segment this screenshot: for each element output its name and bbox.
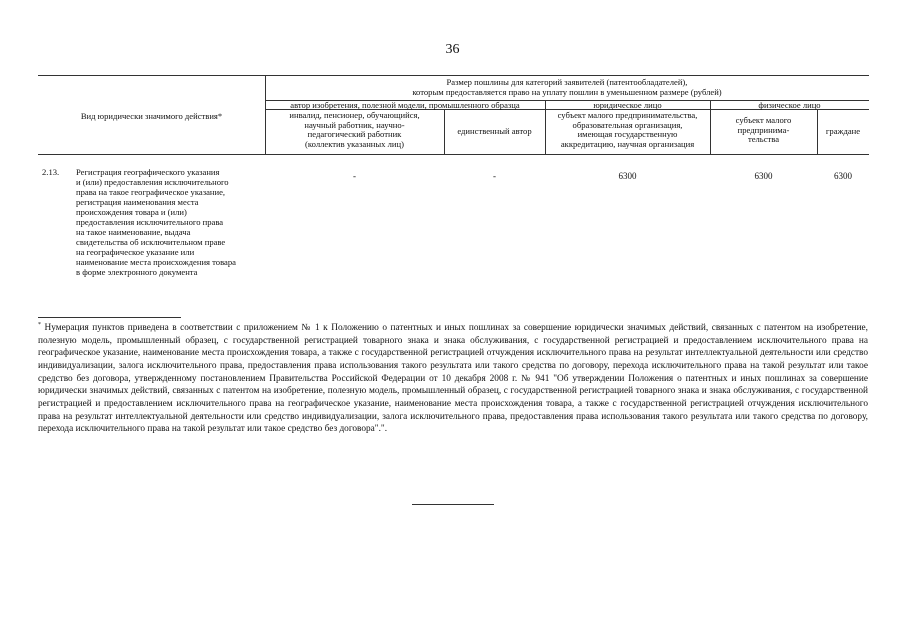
row-desc-line: Регистрация географического указания <box>76 167 220 177</box>
footnote-closing: ". <box>380 424 388 435</box>
end-of-document-line <box>412 504 494 505</box>
subheader-invalid <box>265 111 444 150</box>
row-desc-line: наименование места происхождения товара <box>76 256 236 267</box>
subheader-sole-author: единственный автор <box>457 126 532 136</box>
footnote-body: Нумерация пунктов приведена в соответствии с приложением № 1 к Положению о патентных и иных пошлинах за совершение юридически значимых действий, связанных с патентом на изобретение, полезную модель, промышленный образец, с государственной регистрацией товарного знака и знака обслуживания, с государственной регистрацией и предоставлением исключительного права на географическое указание, наименование места происхождения товара, а также с государственной регистрацией отчуждения исключительного права на результат интеллектуальной деятельности или средство индивидуализации, залога исключительного права, предоставления права использования такого результата или такого средства по договору, перехода исключительного права на такой результат или такое средство без договора, утвержденному постановлением Правительства Российской Федерации от 10 декабря 2008 г. № 941 "Об утверждении Положения о патентных и иных пошлинах за совершение юридически значимых действий, связанных с патентом на изобретение, полезную модель, промышленный образец, с государственной регистрацией товарного знака и знака обслуживания, с государственной регистрацией и предоставлением исключительного права на географическое указание, наименование места происхождения товара, а также с государственной регистрацией отчуждения исключительного права на результат интеллектуальной деятельности или средство индивидуализации, залога исключительного права, предоставления права использования такого результата или такого средства по договору, перехода исключительного права на такой результат или такое средство без договора". <box>38 323 868 435</box>
row-desc-line: на географическое указание или <box>76 246 195 257</box>
subheader-invalid-line1: инвалид, пенсионер, обучающийся, <box>289 110 420 120</box>
subheader-small-line3: имеющая государственную <box>577 129 678 140</box>
subheader-small-physical <box>710 116 817 145</box>
value-sole-author: - <box>493 171 496 181</box>
subheader-small-business <box>545 111 710 150</box>
value-small-business: 6300 <box>618 171 637 181</box>
row-desc-line: права на такое географическое указание, <box>76 186 226 197</box>
row-desc-line: происхождения товара и (или) <box>76 206 187 217</box>
group-author: автор изобретения, полезной модели, промышленного образца <box>290 100 520 110</box>
subheader-invalid-line4: (коллектив указанных лиц) <box>305 138 404 149</box>
subheader-small-line1: субъект малого предпринимательства, <box>557 110 698 120</box>
subheader-invalid-line2: научный работник, научно- <box>304 119 405 130</box>
subheader-small-phys-line3: тельства <box>747 134 780 145</box>
subheader-small-phys-line2: предпринима- <box>737 124 790 135</box>
row-desc-line: свидетельства об исключительном праве <box>76 236 226 247</box>
value-small-physical: 6300 <box>754 171 773 181</box>
row-description <box>76 168 266 278</box>
subheader-small-line4: аккредитацию, научная организация <box>560 138 695 149</box>
row-desc-line: на такое наименование, выдача <box>76 226 191 237</box>
value-invalid: - <box>353 171 356 181</box>
subheader-small-line2: образовательная организация, <box>572 119 683 130</box>
header-main-line2: которым предоставляется право на уплату пошлин в уменьшенном размере (рублей) <box>412 87 722 97</box>
group-legal: юридическое лицо <box>593 100 662 110</box>
subheader-invalid-line3: педагогический работник <box>307 129 402 140</box>
footnote-separator <box>38 317 181 318</box>
subheader-small-phys-line1: субъект малого <box>735 115 792 125</box>
footnote <box>38 321 868 436</box>
group-physical: физическое лицо <box>758 100 821 110</box>
row-number: 2.13. <box>42 167 60 177</box>
header-main-line1: Размер пошлины для категорий заявителей (патентообладателей), <box>446 77 688 87</box>
header-action: Вид юридически значимого действия* <box>80 111 223 121</box>
row-desc-line: регистрация наименования места <box>76 196 199 207</box>
row-desc-line: предоставления исключительного права <box>76 216 224 227</box>
row-desc-line: и (или) предоставления исключительного <box>76 176 229 187</box>
page-number: 36 <box>445 42 460 57</box>
table-top-rule <box>38 75 869 76</box>
subheader-citizens: граждане <box>825 126 861 136</box>
row-desc-line: в форме электронного документа <box>76 266 198 277</box>
footnote-marker: * <box>38 322 41 328</box>
value-citizens: 6300 <box>834 171 852 181</box>
table-header-rule <box>38 154 869 155</box>
